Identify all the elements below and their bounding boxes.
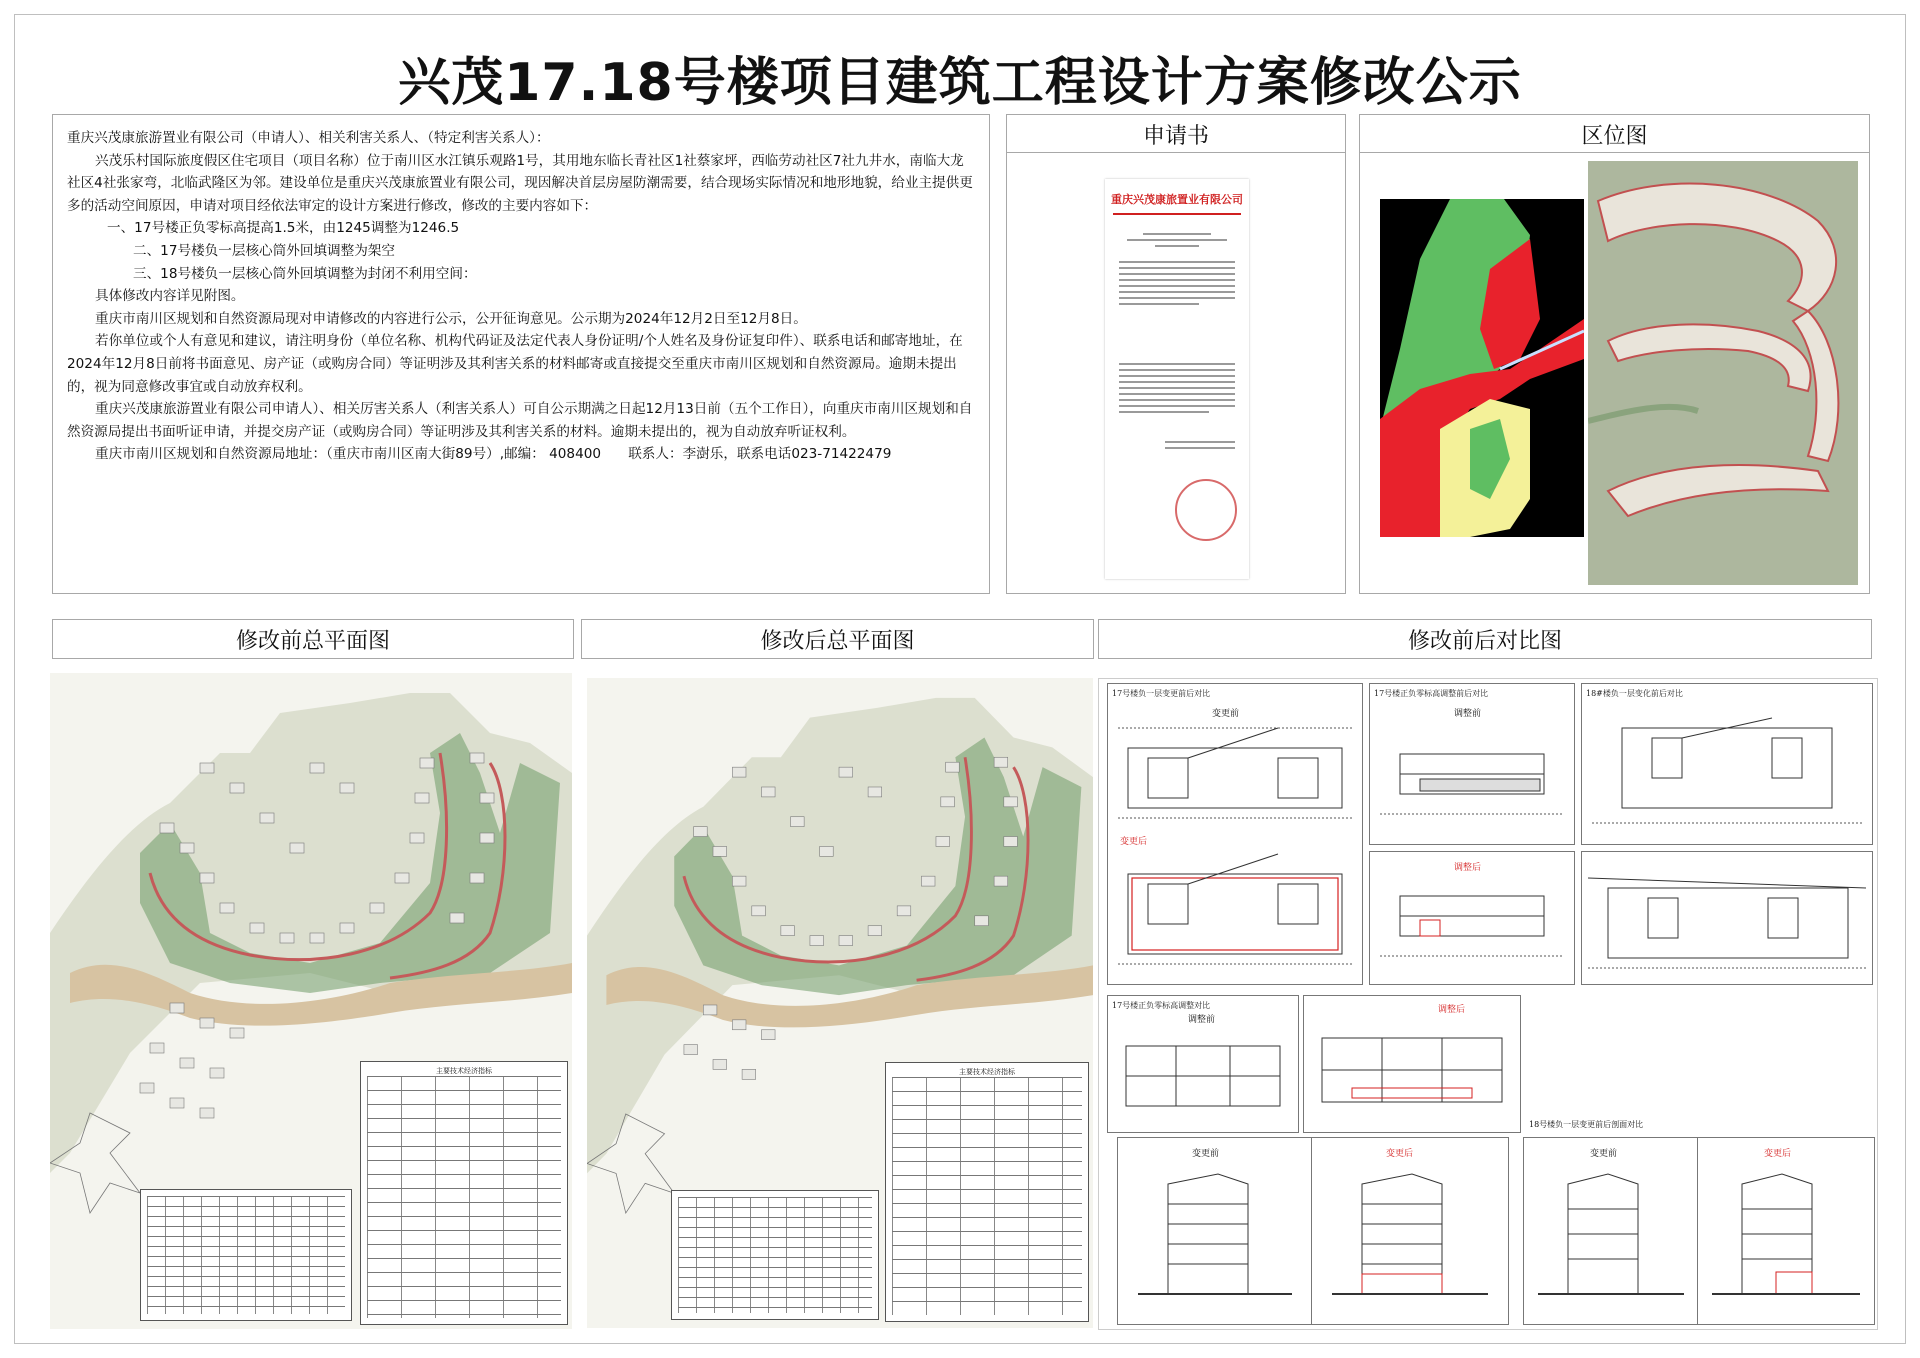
before-tag: 调整前 [1188,1015,1216,1025]
comparison-caption: 17号楼正负零标高调整前后对比 [1374,689,1489,698]
application-letter-image [1105,179,1249,579]
comparison-caption: 18号楼负一层变更前后剖面对比 [1529,1120,1644,1129]
zoning-map-graphic [1380,199,1584,537]
notice-text [67,127,977,466]
notice-item: 一、17号楼正负零标高提高1.5米，由1245调整为1246.5 [107,220,460,237]
after-site-plan [587,678,1093,1328]
after-tag: 变更后 [1764,1149,1792,1159]
comparison-17-b1 [1107,683,1363,985]
notice-paragraph: 兴茂乐村国际旅度假区住宅项目（项目名称）位于南川区水江镇乐观路1号，其用地东临长青社区1社蔡家坪，西临劳动社区7社九井水，南临大龙社区4社张家弯，北临武隆区为邻。建设单位是重庆兴茂康旅置业有限公司，现因解决首层房屋防潮需要，结合现场实际情况和地形地貌，给业主提供更多的活动空间原因，申请对项目经依法审定的设计方案进行修改，修改的主要内容如下： [67,152,973,214]
notice-item: 三、18号楼负一层核心筒外回填调整为封闭不利用空间： [133,265,477,282]
section-18-before [1523,1137,1699,1325]
building-section-18-after [1712,1164,1860,1314]
zoning-map [1380,199,1584,537]
floor-plan-before [1118,718,1352,828]
before-plan-header: 修改前总平面图 [52,619,574,659]
aerial-location-graphic [1588,161,1858,585]
after-tag: 调整后 [1438,1005,1466,1015]
before-tag: 变更前 [1212,709,1240,719]
before-tag: 变更前 [1192,1149,1220,1159]
application-header: 申请书 [1006,114,1346,154]
location-panel [1359,152,1870,594]
unit-plan-before [1116,1026,1290,1126]
section-after [1380,876,1564,976]
comparison-caption: 18#楼负一层变化前后对比 [1586,689,1683,698]
floor-plan-18-before [1592,708,1862,838]
notice-paragraph: 重庆市南川区规划和自然资源局现对申请修改的内容进行公示，公开征询意见。公示期为2024年12月2日至12月8日。 [95,310,807,327]
after-plan-header: 修改后总平面图 [581,619,1094,659]
notice-paragraph: 若你单位或个人有意见和建议，请注明身份（单位名称、机构代码证及法定代表人身份证明/个人姓名及身份证复印件）、联系电话和邮寄地址，在2024年12月8日前将书面意见、房产证（或购房合同）等证明涉及其利害关系的材料邮寄或直接提交至重庆市南川区规划和自然资源局。逾期未提出的，视为同意修改事宜或自动放弃权利。 [67,333,963,395]
after-tag: 变更后 [1120,837,1148,847]
building-section-after [1332,1164,1488,1314]
table-title: 主要技术经济指标 [436,1067,492,1075]
notice-salutation: 重庆兴茂康旅游置业有限公司（申请人）、相关利害关系人、（特定利害关系人）： [67,130,550,146]
comparison-caption: 17号楼正负零标高调整对比 [1112,1001,1211,1010]
section-18-after [1697,1137,1875,1325]
table-title: 主要技术经济指标 [959,1068,1015,1076]
notice-panel [52,114,990,594]
floor-plan-18-after [1588,858,1866,978]
section-17-after [1311,1137,1509,1325]
page-title: 兴茂17.18号楼项目建筑工程设计方案修改公示 [398,53,1522,113]
before-tag: 调整前 [1454,709,1482,719]
building-section-18-before [1538,1164,1684,1314]
aerial-location-map [1588,161,1858,585]
comparison-panel [1098,678,1878,1330]
technical-indicators-table-after [885,1062,1089,1322]
section-17-before [1117,1137,1313,1325]
after-tag: 变更后 [1386,1149,1414,1159]
notice-paragraph: 具体修改内容详见附图。 [95,288,245,305]
section-before [1380,724,1564,834]
notice-paragraph: 重庆兴茂康旅游置业有限公司申请人）、相关厉害关系人（利害关系人）可自公示期满之日起12月13日前（五个工作日），向重庆市南川区规划和自然资源局提出书面听证申请，并提交房产证（或购房合同）等证明涉及其利害关系的材料。逾期未提出的，视为自动放弃听证权利。 [67,401,973,440]
building-section-before [1138,1164,1292,1314]
comparison-17-level-after [1369,851,1575,985]
before-tag: 变更前 [1590,1149,1618,1159]
unit-table-after [671,1190,879,1320]
before-site-plan [50,673,572,1329]
location-header: 区位图 [1359,114,1870,154]
after-tag: 调整后 [1454,863,1482,873]
comparison-caption: 17号楼负一层变更前后对比 [1112,689,1211,698]
comparison-18-b1-after [1581,851,1873,985]
comparison-17-level-plan-after [1303,995,1521,1133]
technical-indicators-table [360,1061,568,1325]
comparison-17-level-plan-before [1107,995,1299,1133]
company-seal [1175,479,1237,541]
letter-company-name: 重庆兴茂康旅置业有限公司 [1111,193,1243,206]
notice-item: 二、17号楼负一层核心筒外回填调整为架空 [133,242,395,259]
comparison-header: 修改前后对比图 [1098,619,1872,659]
comparison-18-b1 [1581,683,1873,845]
unit-plan-after [1312,1018,1512,1126]
unit-table [140,1189,352,1321]
application-panel [1006,152,1346,594]
floor-plan-after [1118,844,1352,974]
comparison-17-level [1369,683,1575,845]
notice-contact: 重庆市南川区规划和自然资源局地址：（重庆市南川区南大街89号）,邮编： 408400 联系人：李澍乐，联系电话023-71422479 [95,446,892,463]
